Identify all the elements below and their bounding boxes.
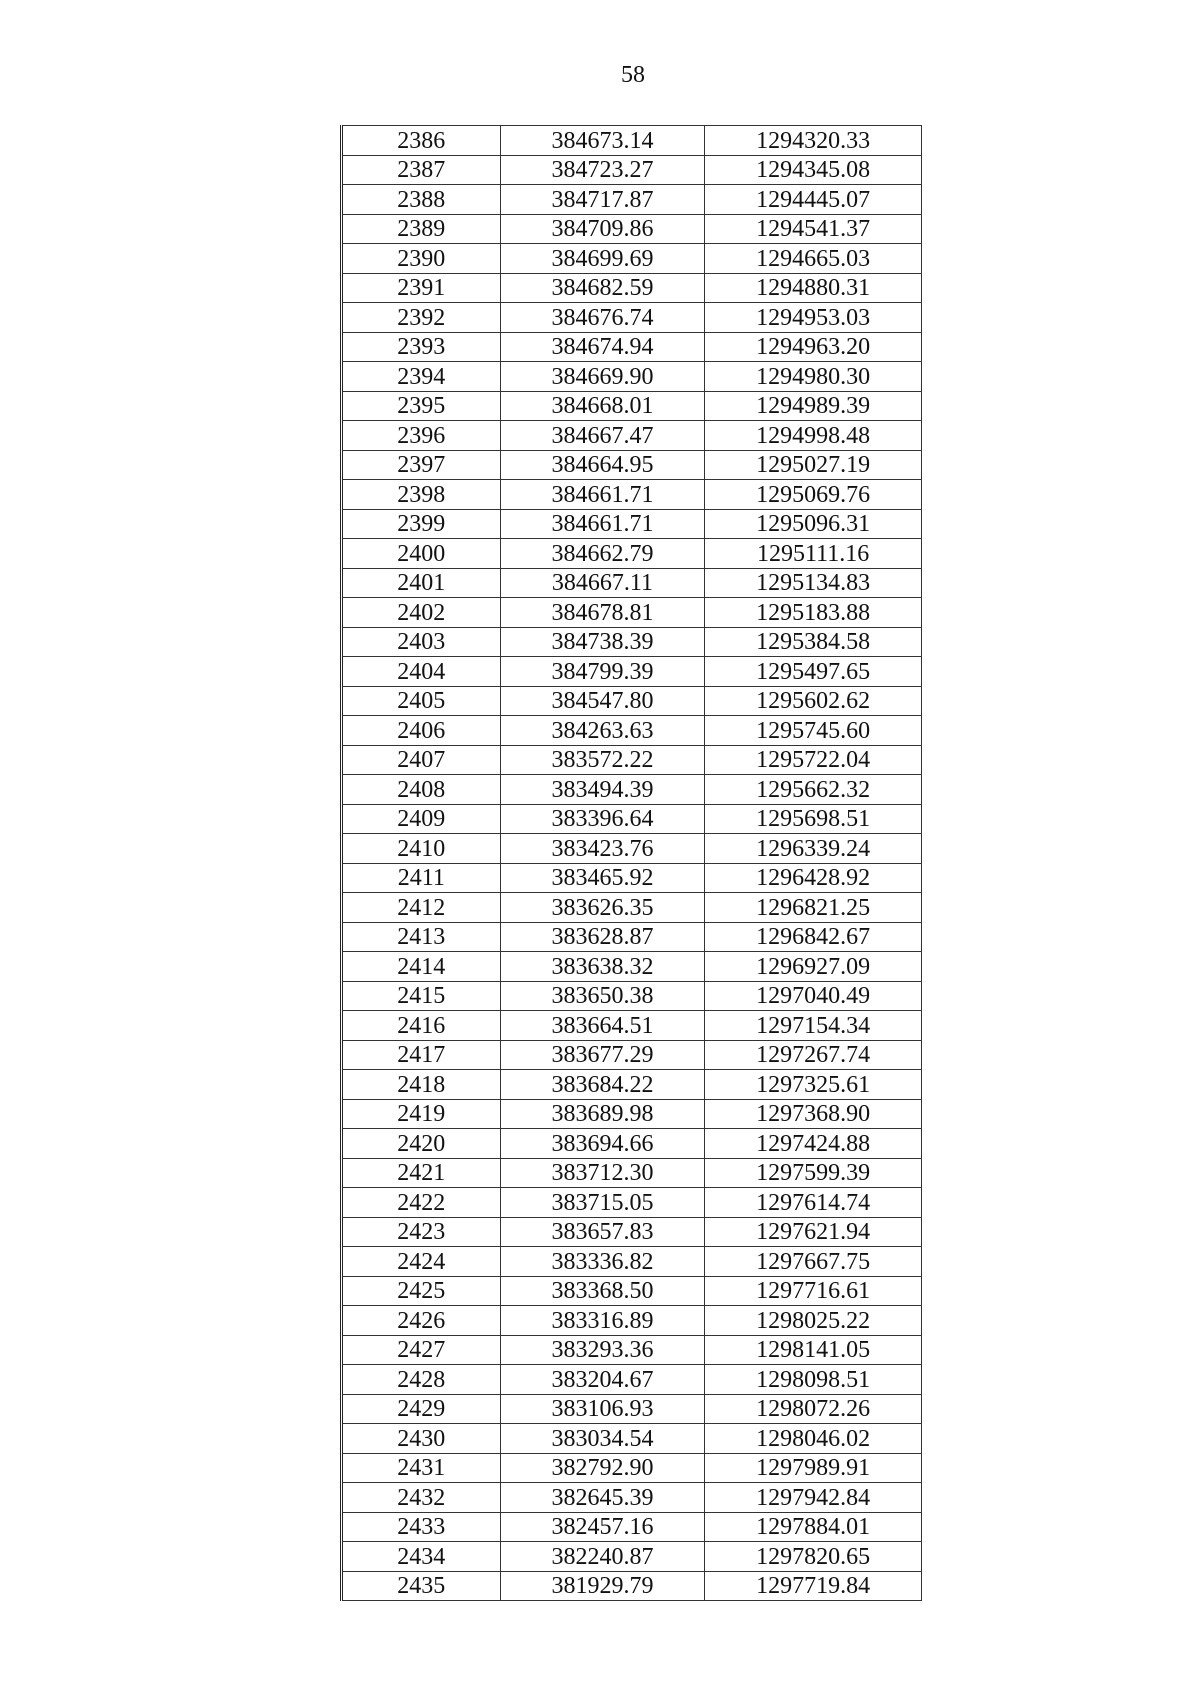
y-coordinate-cell: 1297424.88: [705, 1129, 922, 1159]
y-coordinate-cell: 1298072.26: [705, 1394, 922, 1424]
x-coordinate-cell: 383494.39: [500, 775, 705, 805]
table-row: [342, 716, 922, 746]
table-row: [342, 893, 922, 923]
table-row: [342, 1158, 922, 1188]
x-coordinate-cell: 382645.39: [500, 1483, 705, 1513]
point-number-cell: 2396: [342, 421, 501, 451]
x-coordinate-cell: 384674.94: [500, 332, 705, 362]
table-row: [342, 686, 922, 716]
y-coordinate-cell: 1296927.09: [705, 952, 922, 982]
point-number-cell: 2414: [342, 952, 501, 982]
y-coordinate-cell: 1295096.31: [705, 509, 922, 539]
point-number-cell: 2406: [342, 716, 501, 746]
y-coordinate-cell: 1295698.51: [705, 804, 922, 834]
x-coordinate-cell: 383689.98: [500, 1099, 705, 1129]
point-number-cell: 2429: [342, 1394, 501, 1424]
point-number-cell: 2393: [342, 332, 501, 362]
table-row: [342, 1483, 922, 1513]
y-coordinate-cell: 1294880.31: [705, 273, 922, 303]
x-coordinate-cell: 383204.67: [500, 1365, 705, 1395]
x-coordinate-cell: 383638.32: [500, 952, 705, 982]
y-coordinate-cell: 1297621.94: [705, 1217, 922, 1247]
y-coordinate-cell: 1295027.19: [705, 450, 922, 480]
y-coordinate-cell: 1294989.39: [705, 391, 922, 421]
point-number-cell: 2421: [342, 1158, 501, 1188]
x-coordinate-cell: 384799.39: [500, 657, 705, 687]
x-coordinate-cell: 384682.59: [500, 273, 705, 303]
y-coordinate-cell: 1297154.34: [705, 1011, 922, 1041]
y-coordinate-cell: 1295497.65: [705, 657, 922, 687]
x-coordinate-cell: 383712.30: [500, 1158, 705, 1188]
table-row: [342, 598, 922, 628]
table-row: [342, 1424, 922, 1454]
point-number-cell: 2420: [342, 1129, 501, 1159]
x-coordinate-cell: 383626.35: [500, 893, 705, 923]
point-number-cell: 2413: [342, 922, 501, 952]
point-number-cell: 2404: [342, 657, 501, 687]
x-coordinate-cell: 384661.71: [500, 480, 705, 510]
table-row: [342, 1217, 922, 1247]
point-number-cell: 2426: [342, 1306, 501, 1336]
x-coordinate-cell: 383106.93: [500, 1394, 705, 1424]
table-row: [342, 332, 922, 362]
point-number-cell: 2397: [342, 450, 501, 480]
x-coordinate-cell: 383677.29: [500, 1040, 705, 1070]
table-row: [342, 1306, 922, 1336]
x-coordinate-cell: 384667.47: [500, 421, 705, 451]
y-coordinate-cell: 1297820.65: [705, 1542, 922, 1572]
x-coordinate-cell: 384669.90: [500, 362, 705, 392]
table-row: [342, 1188, 922, 1218]
x-coordinate-cell: 382240.87: [500, 1542, 705, 1572]
y-coordinate-cell: 1297989.91: [705, 1453, 922, 1483]
point-number-cell: 2409: [342, 804, 501, 834]
x-coordinate-cell: 383423.76: [500, 834, 705, 864]
point-number-cell: 2400: [342, 539, 501, 569]
table-row: [342, 775, 922, 805]
x-coordinate-cell: 384723.27: [500, 155, 705, 185]
x-coordinate-cell: 381929.79: [500, 1571, 705, 1601]
point-number-cell: 2416: [342, 1011, 501, 1041]
x-coordinate-cell: 383465.92: [500, 863, 705, 893]
y-coordinate-cell: 1297368.90: [705, 1099, 922, 1129]
y-coordinate-cell: 1297599.39: [705, 1158, 922, 1188]
table-row: [342, 1276, 922, 1306]
table-row: [342, 244, 922, 274]
x-coordinate-cell: 384547.80: [500, 686, 705, 716]
table-row: [342, 185, 922, 215]
point-number-cell: 2417: [342, 1040, 501, 1070]
point-number-cell: 2407: [342, 745, 501, 775]
y-coordinate-cell: 1297884.01: [705, 1512, 922, 1542]
point-number-cell: 2431: [342, 1453, 501, 1483]
point-number-cell: 2425: [342, 1276, 501, 1306]
table-row: [342, 1129, 922, 1159]
y-coordinate-cell: 1294980.30: [705, 362, 922, 392]
table-row: [342, 509, 922, 539]
table-row: [342, 1453, 922, 1483]
y-coordinate-cell: 1296821.25: [705, 893, 922, 923]
y-coordinate-cell: 1294445.07: [705, 185, 922, 215]
point-number-cell: 2428: [342, 1365, 501, 1395]
x-coordinate-cell: 383336.82: [500, 1247, 705, 1277]
x-coordinate-cell: 383293.36: [500, 1335, 705, 1365]
coordinates-table-body: [342, 126, 922, 1601]
x-coordinate-cell: 384738.39: [500, 627, 705, 657]
y-coordinate-cell: 1295134.83: [705, 568, 922, 598]
point-number-cell: 2418: [342, 1070, 501, 1100]
table-row: [342, 155, 922, 185]
table-row: [342, 1247, 922, 1277]
y-coordinate-cell: 1297267.74: [705, 1040, 922, 1070]
point-number-cell: 2432: [342, 1483, 501, 1513]
y-coordinate-cell: 1297325.61: [705, 1070, 922, 1100]
y-coordinate-cell: 1294345.08: [705, 155, 922, 185]
y-coordinate-cell: 1298025.22: [705, 1306, 922, 1336]
y-coordinate-cell: 1294963.20: [705, 332, 922, 362]
y-coordinate-cell: 1298098.51: [705, 1365, 922, 1395]
point-number-cell: 2401: [342, 568, 501, 598]
point-number-cell: 2394: [342, 362, 501, 392]
page-number: 58: [621, 62, 645, 88]
x-coordinate-cell: 382792.90: [500, 1453, 705, 1483]
x-coordinate-cell: 384678.81: [500, 598, 705, 628]
table-row: [342, 627, 922, 657]
x-coordinate-cell: 383684.22: [500, 1070, 705, 1100]
point-number-cell: 2427: [342, 1335, 501, 1365]
point-number-cell: 2434: [342, 1542, 501, 1572]
point-number-cell: 2402: [342, 598, 501, 628]
y-coordinate-cell: 1295069.76: [705, 480, 922, 510]
y-coordinate-cell: 1294541.37: [705, 214, 922, 244]
point-number-cell: 2424: [342, 1247, 501, 1277]
table-row: [342, 421, 922, 451]
table-row: [342, 362, 922, 392]
y-coordinate-cell: 1297040.49: [705, 981, 922, 1011]
point-number-cell: 2415: [342, 981, 501, 1011]
coordinates-table: [340, 125, 922, 1601]
table-row: [342, 745, 922, 775]
table-row: [342, 273, 922, 303]
table-row: [342, 391, 922, 421]
point-number-cell: 2389: [342, 214, 501, 244]
table-row: [342, 952, 922, 982]
point-number-cell: 2408: [342, 775, 501, 805]
x-coordinate-cell: 383034.54: [500, 1424, 705, 1454]
y-coordinate-cell: 1294998.48: [705, 421, 922, 451]
table-row: [342, 1040, 922, 1070]
x-coordinate-cell: 384661.71: [500, 509, 705, 539]
point-number-cell: 2430: [342, 1424, 501, 1454]
x-coordinate-cell: 383316.89: [500, 1306, 705, 1336]
table-row: [342, 1542, 922, 1572]
table-row: [342, 1099, 922, 1129]
table-row: [342, 1365, 922, 1395]
y-coordinate-cell: 1294665.03: [705, 244, 922, 274]
point-number-cell: 2386: [342, 126, 501, 156]
table-row: [342, 126, 922, 156]
x-coordinate-cell: 384668.01: [500, 391, 705, 421]
table-row: [342, 863, 922, 893]
x-coordinate-cell: 383657.83: [500, 1217, 705, 1247]
x-coordinate-cell: 384676.74: [500, 303, 705, 333]
point-number-cell: 2403: [342, 627, 501, 657]
y-coordinate-cell: 1294320.33: [705, 126, 922, 156]
y-coordinate-cell: 1295183.88: [705, 598, 922, 628]
point-number-cell: 2405: [342, 686, 501, 716]
point-number-cell: 2423: [342, 1217, 501, 1247]
y-coordinate-cell: 1298046.02: [705, 1424, 922, 1454]
y-coordinate-cell: 1297942.84: [705, 1483, 922, 1513]
y-coordinate-cell: 1294953.03: [705, 303, 922, 333]
table-row: [342, 303, 922, 333]
y-coordinate-cell: 1295384.58: [705, 627, 922, 657]
y-coordinate-cell: 1297614.74: [705, 1188, 922, 1218]
point-number-cell: 2410: [342, 834, 501, 864]
table-row: [342, 1394, 922, 1424]
table-row: [342, 539, 922, 569]
x-coordinate-cell: 384699.69: [500, 244, 705, 274]
point-number-cell: 2391: [342, 273, 501, 303]
table-row: [342, 450, 922, 480]
y-coordinate-cell: 1295662.32: [705, 775, 922, 805]
x-coordinate-cell: 383715.05: [500, 1188, 705, 1218]
x-coordinate-cell: 383572.22: [500, 745, 705, 775]
table-row: [342, 568, 922, 598]
x-coordinate-cell: 383396.64: [500, 804, 705, 834]
table-row: [342, 1512, 922, 1542]
y-coordinate-cell: 1297716.61: [705, 1276, 922, 1306]
x-coordinate-cell: 382457.16: [500, 1512, 705, 1542]
y-coordinate-cell: 1295602.62: [705, 686, 922, 716]
point-number-cell: 2390: [342, 244, 501, 274]
point-number-cell: 2422: [342, 1188, 501, 1218]
x-coordinate-cell: 384263.63: [500, 716, 705, 746]
table-row: [342, 1070, 922, 1100]
y-coordinate-cell: 1296339.24: [705, 834, 922, 864]
table-row: [342, 922, 922, 952]
table-row: [342, 480, 922, 510]
y-coordinate-cell: 1295111.16: [705, 539, 922, 569]
table-row: [342, 1011, 922, 1041]
x-coordinate-cell: 384662.79: [500, 539, 705, 569]
x-coordinate-cell: 383694.66: [500, 1129, 705, 1159]
y-coordinate-cell: 1297719.84: [705, 1571, 922, 1601]
point-number-cell: 2388: [342, 185, 501, 215]
point-number-cell: 2398: [342, 480, 501, 510]
y-coordinate-cell: 1296842.67: [705, 922, 922, 952]
point-number-cell: 2395: [342, 391, 501, 421]
x-coordinate-cell: 383628.87: [500, 922, 705, 952]
table-row: [342, 1335, 922, 1365]
point-number-cell: 2412: [342, 893, 501, 923]
y-coordinate-cell: 1298141.05: [705, 1335, 922, 1365]
point-number-cell: 2399: [342, 509, 501, 539]
x-coordinate-cell: 383650.38: [500, 981, 705, 1011]
point-number-cell: 2387: [342, 155, 501, 185]
x-coordinate-cell: 383368.50: [500, 1276, 705, 1306]
point-number-cell: 2392: [342, 303, 501, 333]
x-coordinate-cell: 383664.51: [500, 1011, 705, 1041]
point-number-cell: 2411: [342, 863, 501, 893]
x-coordinate-cell: 384664.95: [500, 450, 705, 480]
y-coordinate-cell: 1295722.04: [705, 745, 922, 775]
table-row: [342, 657, 922, 687]
y-coordinate-cell: 1295745.60: [705, 716, 922, 746]
table-row: [342, 1571, 922, 1601]
point-number-cell: 2433: [342, 1512, 501, 1542]
x-coordinate-cell: 384717.87: [500, 185, 705, 215]
table-row: [342, 981, 922, 1011]
point-number-cell: 2419: [342, 1099, 501, 1129]
table-row: [342, 804, 922, 834]
x-coordinate-cell: 384709.86: [500, 214, 705, 244]
table-row: [342, 834, 922, 864]
y-coordinate-cell: 1297667.75: [705, 1247, 922, 1277]
x-coordinate-cell: 384673.14: [500, 126, 705, 156]
y-coordinate-cell: 1296428.92: [705, 863, 922, 893]
point-number-cell: 2435: [342, 1571, 501, 1601]
x-coordinate-cell: 384667.11: [500, 568, 705, 598]
table-row: [342, 214, 922, 244]
